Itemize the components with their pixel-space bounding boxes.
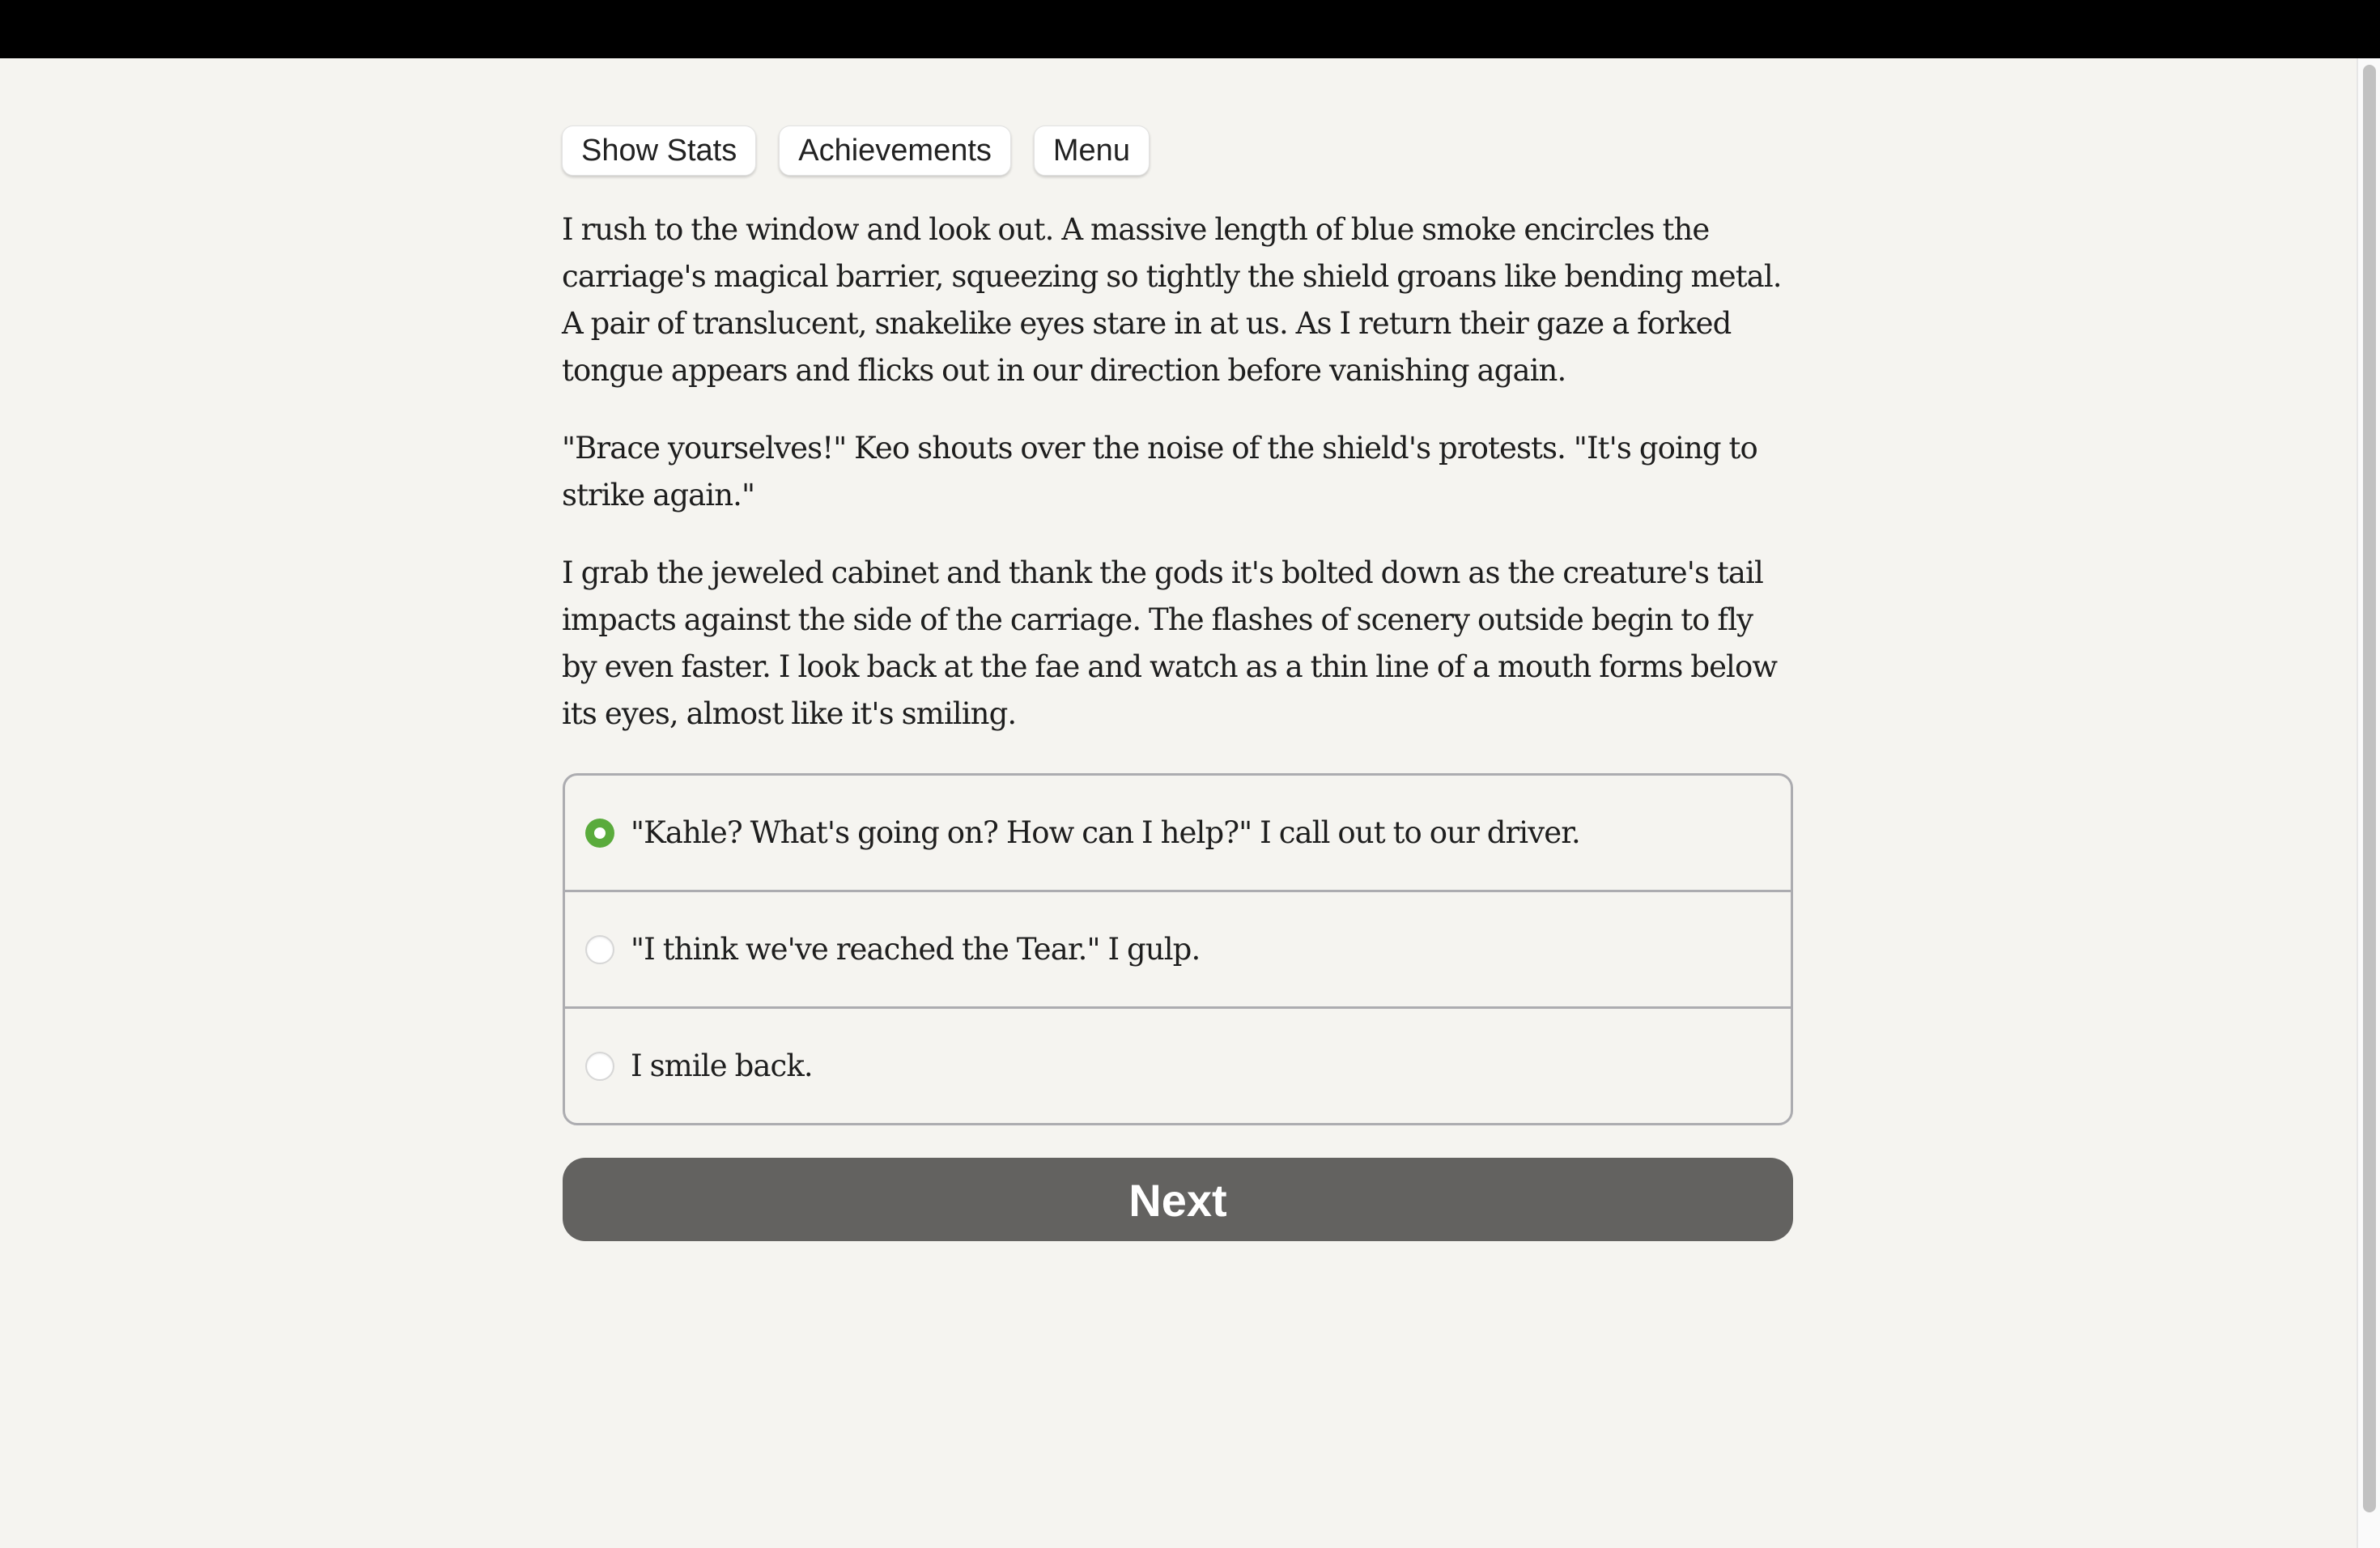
choice-label: "I think we've reached the Tear." I gulp. (631, 932, 1201, 967)
story-text (562, 206, 1794, 738)
choice-label: "Kahle? What's going on? How can I help?" I call out to our driver. (631, 815, 1580, 850)
menu-button[interactable]: Menu (1034, 125, 1150, 176)
next-button[interactable]: Next (563, 1158, 1793, 1241)
story-paragraph: I rush to the window and look out. A massive length of blue smoke encircles the carriage's magical barrier, squeezing so tightly the shield groans like bending metal. A pair of translucent, snakelike eyes stare in at us. As I return their gaze a forked tongue appears and flicks out in our direction before vanishing again. (562, 212, 1782, 388)
achievements-button[interactable]: Achievements (779, 125, 1011, 176)
choice-option-1[interactable] (565, 776, 1791, 892)
vertical-scrollbar[interactable] (2357, 58, 2380, 1548)
show-stats-button[interactable]: Show Stats (562, 125, 756, 176)
choice-option-2[interactable] (565, 892, 1791, 1009)
game-content-column (562, 125, 1794, 1226)
story-paragraph: "Brace yourselves!" Keo shouts over the noise of the shield's protests. "It's going to strike again." (562, 431, 1757, 512)
choice-list (563, 773, 1793, 1125)
top-toolbar (562, 125, 1794, 176)
radio-selected-icon[interactable] (585, 819, 614, 848)
story-paragraph: I grab the jeweled cabinet and thank the gods it's bolted down as the creature's tail impacts against the side of the carriage. The flashes of scenery outside begin to fly by even faster. I look back at the fae and watch as a thin line of a mouth forms below its eyes, almost like it's smiling. (562, 555, 1778, 731)
choice-option-3[interactable] (565, 1009, 1791, 1123)
radio-unselected-icon[interactable] (585, 1052, 614, 1081)
scrollbar-thumb[interactable] (2363, 65, 2376, 1512)
radio-unselected-icon[interactable] (585, 935, 614, 964)
choice-label: I smile back. (631, 1048, 813, 1083)
top-black-bar (0, 0, 2380, 58)
